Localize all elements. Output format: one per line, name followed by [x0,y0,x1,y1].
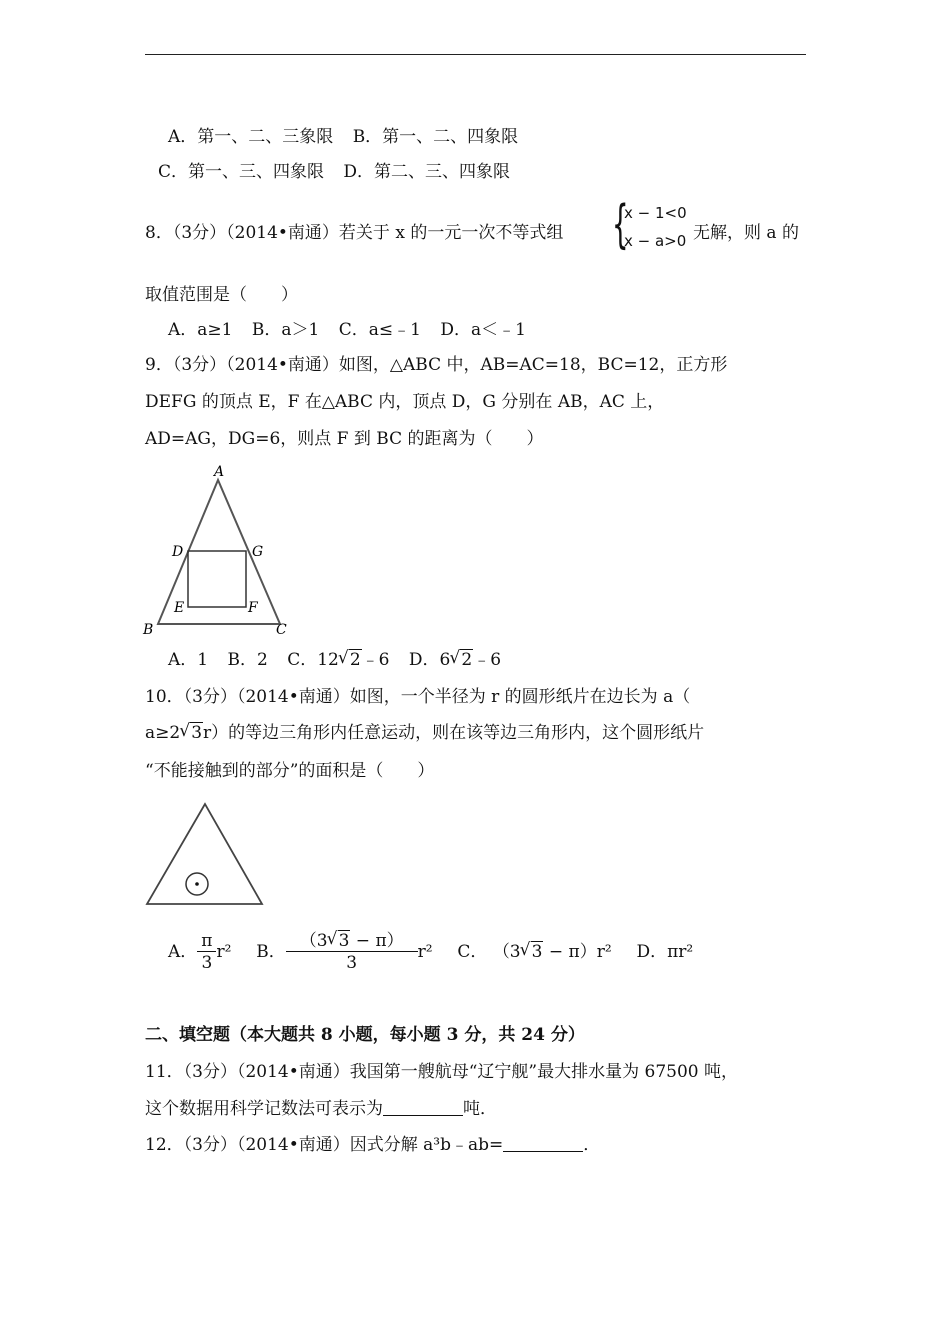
label-b: B [143,622,154,638]
q9-option-d[interactable] [409,650,501,670]
q9-option-d-tail: ﹣6 [473,650,502,670]
q8-option-d[interactable]: D．a＜﹣1 [440,320,526,340]
q10-option-a-numerator: π [197,931,216,952]
q12-stem-post: ． [583,1135,601,1155]
left-brace-icon: { [612,195,629,255]
q10-condition-radicand: 3 [191,723,203,743]
q9-option-b[interactable]: B．2 [227,650,268,670]
q9-option-d-coef: D．6 [408,650,451,670]
q10-option-d[interactable]: D．πr² [636,942,694,962]
section-2-title: 二、填空题（本大题共 8 小题，每小题 3 分，共 24 分） [145,1025,585,1045]
q8-inequality-system [612,195,702,258]
q12-answer-blank[interactable] [503,1135,583,1152]
q10-stem-line2-post: ）的等边三角形内任意运动，则在该等边三角形内，这个圆形纸片 [211,723,705,743]
q7-option-b[interactable]: B．第一、二、四象限 [352,127,519,147]
q10-condition-pre: a≥2 [145,723,181,743]
q9-option-d-radicand: 2 [461,650,473,670]
label-a: A [214,464,225,480]
sqrt-icon [328,931,351,951]
q9-stem-line3: AD=AG，DG=6，则点 F 到 BC 的距离为（ ） [145,429,544,449]
sqrt-icon [339,649,362,671]
q10-option-a-tail: r² [216,942,232,962]
q10-option-b-fraction [286,931,418,974]
q10-option-a-fraction [197,931,216,974]
label-e: E [174,600,185,616]
q8-stem-line1 [145,222,563,244]
circle-center-dot [195,882,199,886]
q9-stem-line1: 9．（3分）（2014•南通）如图，△ABC 中，AB=AC=18，BC=12，正方形 [145,355,728,375]
q7-options-row1 [168,126,518,148]
q10-option-b-num-pre: （3 [299,931,328,951]
q8-stem-pre: 8．（3分）（2014•南通）若关于 x 的一元一次不等式组 [145,223,564,243]
q7-options-row2 [158,161,510,183]
header-rule [145,54,806,55]
q7-option-d[interactable]: D．第二、三、四象限 [343,162,511,182]
q8-inequality-2: x − a>0 [624,232,687,250]
q10-option-b-num-post: − π） [350,931,404,951]
q10-option-a-label: A． [168,942,198,962]
q10-option-c-label: C． [457,942,488,962]
q8-inequality-1: x − 1<0 [624,204,687,222]
q10-condition-r: r [203,723,212,743]
q10-option-c[interactable] [457,942,617,962]
q11-stem-post: 吨． [463,1099,497,1119]
q7-option-c[interactable]: C．第一、三、四象限 [158,162,325,182]
q11-stem-line2 [145,1098,497,1120]
sqrt-icon [521,930,544,974]
sqrt-icon [450,649,473,671]
q9-options [168,649,501,671]
q8-options [168,319,526,341]
q8-option-b[interactable]: B．a＞1 [251,320,320,340]
q10-option-a-denominator: 3 [201,953,213,973]
q8-option-a[interactable]: A．a≥1 [168,320,233,340]
sqrt-icon [180,722,203,744]
q10-stem-line1: 10．（3分）（2014•南通）如图，一个半径为 r 的圆形纸片在边长为 a（ [145,687,691,707]
q11-answer-blank[interactable] [383,1099,463,1116]
q9-option-c-tail: ﹣6 [361,650,390,670]
label-f: F [248,600,258,616]
q8-stem-post: 无解，则 a 的 [693,223,799,243]
q10-options [168,930,693,974]
q10-option-c-post: − π）r² [543,942,612,962]
q9-option-c-coef: C．12 [287,650,339,670]
q9-stem-line2: DEFG 的顶点 E，F 在△ABC 内，顶点 D，G 分别在 AB，AC 上， [145,392,665,412]
q12-stem-pre: 12．（3分）（2014•南通）因式分解 a³b﹣ab= [145,1135,504,1155]
q10-option-b-radicand: 3 [338,931,350,951]
square-defg [188,551,246,607]
q10-option-b-tail: r² [417,942,433,962]
q9-option-a[interactable]: A．1 [168,650,209,670]
q10-option-b-numerator [286,931,418,952]
q7-option-a[interactable]: A．第一、二、三象限 [168,127,334,147]
label-d: D [172,544,184,560]
q9-triangle-figure [138,458,298,640]
q11-stem-line1: 11．（3分）（2014•南通）我国第一艘航母“辽宁舰”最大排水量为 67500 吨， [145,1062,739,1082]
q8-stem-line2: 取值范围是（ ） [145,285,298,305]
q10-option-c-pre: （3 [492,942,521,962]
q10-option-c-radicand: 3 [531,942,543,962]
q10-triangle-figure [140,800,270,912]
equilateral-triangle [147,804,262,904]
label-g: G [252,544,264,560]
q10-option-b-denominator: 3 [346,953,358,973]
q11-stem-pre: 这个数据用科学记数法可表示为 [145,1099,383,1119]
q8-option-c[interactable]: C．a≤﹣1 [338,320,421,340]
q10-option-a[interactable] [168,931,237,973]
q12-stem [145,1134,600,1156]
q9-option-c-radicand: 2 [349,650,361,670]
q9-option-c[interactable] [287,650,389,670]
q10-option-b-label: B． [256,942,286,962]
q10-stem-line2 [145,722,704,744]
q10-stem-line3: “不能接触到的部分”的面积是（ ） [145,761,435,781]
q10-option-b[interactable] [256,931,438,973]
label-c: C [276,622,287,638]
